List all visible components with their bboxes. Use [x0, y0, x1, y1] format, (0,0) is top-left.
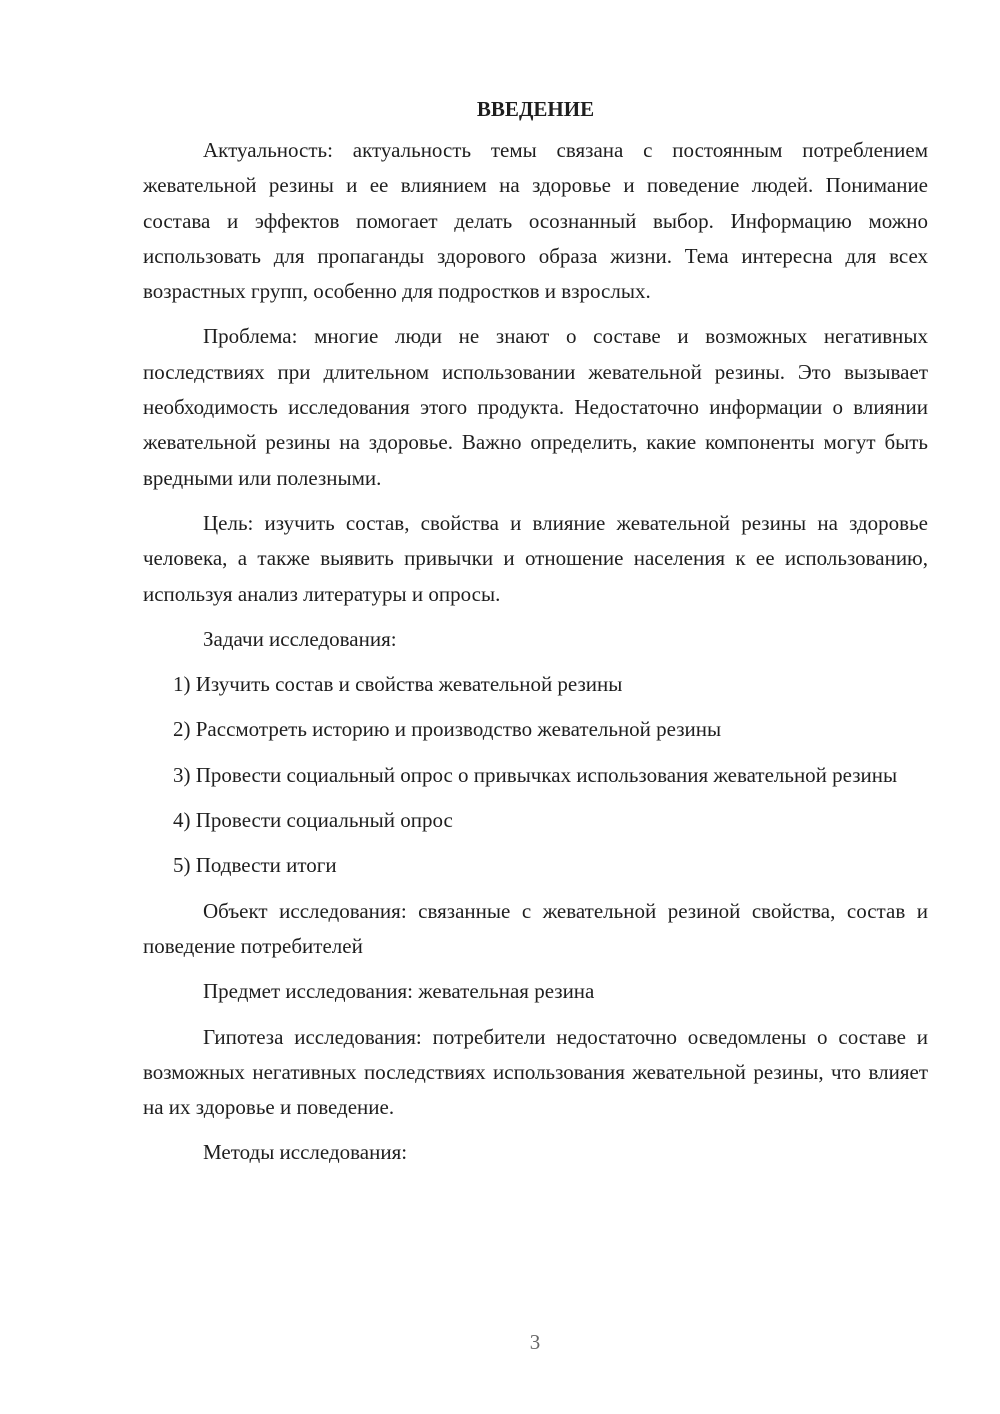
paragraph-hypothesis: Гипотеза исследования: потребители недостаточно осведомлены о составе и возможных негативных последствиях использования жевательной резины, что влияет на их здоровье и поведение.: [143, 1024, 928, 1120]
paragraph-methods: Методы исследования:: [203, 1140, 408, 1165]
task-item-1: 1) Изучить состав и свойства жевательной резины: [173, 672, 623, 697]
task-item-4: 4) Провести социальный опрос: [173, 808, 453, 833]
paragraph-goal: Цель: изучить состав, свойства и влияние жевательной резины на здоровье человека, а также выявить привычки и отношение населения к ее использованию, используя анализ литературы и опросы.: [143, 510, 928, 606]
page-number: 3: [529, 1330, 541, 1354]
paragraph-object: Объект исследования: связанные с жевательной резиной свойства, состав и поведение потребителей: [143, 898, 928, 958]
paragraph-problem: Проблема: многие люди не знают о составе и возможных негативных последствиях при длительном использовании жевательной резины. Это вызывает необходимость исследования этого продукта. Недостаточно информации о влиянии жевательной резины на здоровье. Важно определить, какие компоненты могут быть вредными или полезными.: [143, 324, 928, 490]
page-title: ВВЕДЕНИЕ: [476, 97, 595, 121]
task-item-2: 2) Рассмотреть историю и производство жевательной резины: [173, 717, 722, 742]
tasks-heading: Задачи исследования:: [203, 626, 397, 651]
task-item-3: 3) Провести социальный опрос о привычках использования жевательной резины: [173, 762, 898, 787]
document-page: [143, 92, 928, 1181]
paragraph-relevance: Актуальность: актуальность темы связана с постоянным потреблением жевательной резины и ее влиянием на здоровье и поведение людей. Понимание состава и эффектов помогает делать осознанный выбор. Информацию можно использовать для пропаганды здорового образа жизни. Тема интересна для всех возрастных групп, особенно для подростков и взрослых.: [143, 138, 928, 304]
paragraph-subject: Предмет исследования: жевательная резина: [203, 979, 595, 1004]
task-item-5: 5) Подвести итоги: [173, 853, 337, 878]
